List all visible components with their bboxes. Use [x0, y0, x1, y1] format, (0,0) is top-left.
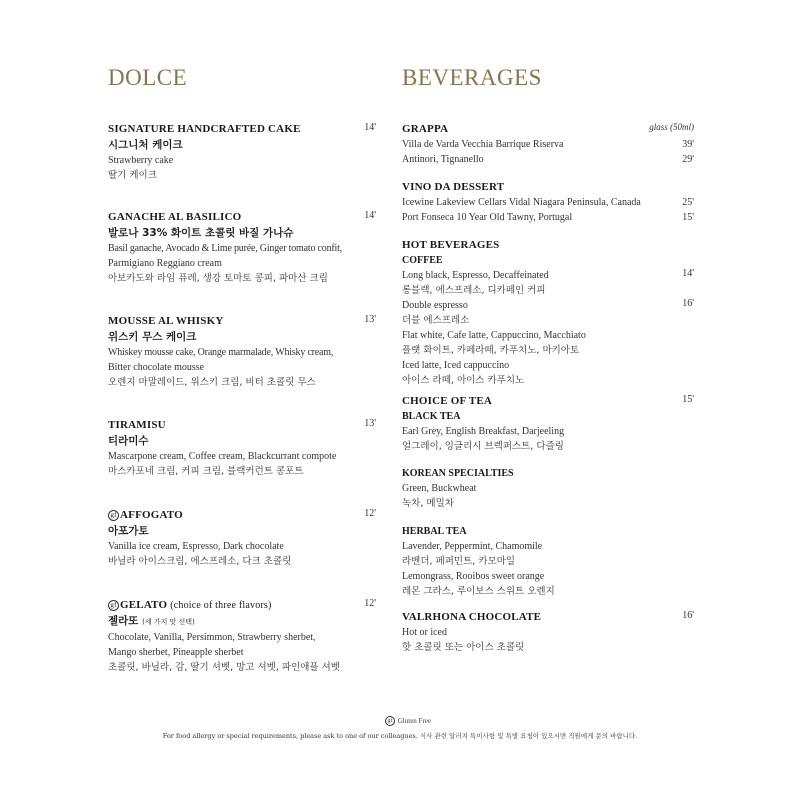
glass-size-label: glass (50ml) [649, 122, 694, 132]
row-label-kr: 아이스 라떼, 아이스 카푸치노 [402, 375, 525, 386]
vino-section [402, 180, 694, 225]
item-desc-kr: 딸기 케이크 [108, 170, 157, 181]
black-tea-subtitle: BLACK TEA [402, 411, 461, 422]
item-desc: Basil ganache, Avocado & Lime purée, Ginger tomato confit, [108, 243, 342, 254]
dolce-item-cake [108, 122, 376, 183]
dolce-item-ganache [108, 210, 376, 286]
item-name: GANACHE AL BASILICO [108, 211, 242, 223]
item-desc-kr: 마스카포네 크림, 커피 크림, 블랙커런트 콩포트 [108, 466, 304, 477]
item-name-kr-row [108, 613, 376, 630]
item-name: AFFOGATO [120, 509, 183, 521]
item-desc-kr: 바닐라 아이스크림, 에스프레소, 다크 초콜릿 [108, 556, 292, 567]
row-label: Long black, Espresso, Decaffeinated [402, 270, 549, 281]
row-label: Port Fonseca 10 Year Old Tawny, Portugal [402, 212, 573, 223]
herbal-tea-desc: Lavender, Peppermint, Chamomile [402, 541, 543, 552]
black-tea-desc-kr: 얼그레이, 잉글리시 브렉퍼스트, 다즐링 [402, 441, 564, 452]
korean-tea-desc: Green, Buckwheat [402, 483, 477, 494]
valrhona-section [402, 610, 694, 655]
item-price: 14' [364, 210, 376, 221]
row-label: Flat white, Cafe latte, Cappuccino, Macchiato [402, 330, 586, 341]
vino-row [402, 210, 694, 225]
item-name-kr-sub: (세 가지 맛 선택) [142, 618, 195, 626]
item-name-sub: (choice of three flavors) [170, 600, 272, 611]
row-price: 29' [682, 154, 694, 165]
herbal-tea-section [402, 524, 694, 599]
dolce-item-tiramisu [108, 418, 376, 479]
row-label: Antinori, Tignanello [402, 154, 484, 165]
item-desc: Mascarpone cream, Coffee cream, Blackcurrant compote [108, 451, 337, 462]
dolce-item-affogato [108, 508, 376, 569]
item-name: GELATO [120, 599, 168, 611]
korean-tea-subtitle: KOREAN SPECIALTIES [402, 468, 514, 479]
row-price: 16' [682, 298, 694, 309]
beverages-title: BEVERAGES [402, 65, 542, 90]
gluten-free-icon: gf [385, 716, 395, 726]
valrhona-title: VALRHONA CHOCOLATE [402, 611, 542, 623]
item-desc: Parmigiano Reggiano cream [108, 258, 222, 269]
tea-section [402, 394, 694, 454]
item-desc: Strawberry cake [108, 155, 174, 166]
item-name: SIGNATURE HANDCRAFTED CAKE [108, 123, 301, 135]
dolce-item-mousse [108, 314, 376, 390]
dolce-title: DOLCE [108, 65, 188, 90]
tea-price: 15' [682, 394, 694, 405]
gluten-free-legend [8, 716, 800, 726]
valrhona-desc-kr: 핫 초콜릿 또는 아이스 초콜릿 [402, 642, 525, 653]
item-desc-kr: 초콜릿, 바닐라, 감, 딸기 셔벳, 망고 셔벳, 파인애플 셔벳 [108, 662, 340, 673]
item-name-kr: 젤라또 [108, 615, 139, 627]
item-desc: Chocolate, Vanilla, Persimmon, Strawberry sherbet, [108, 632, 316, 643]
gluten-free-label: Gluten Free [397, 717, 431, 725]
tea-title: CHOICE OF TEA [402, 395, 493, 407]
item-name-kr: 시그니처 케이크 [108, 139, 183, 151]
item-desc-kr: 오렌지 마말레이드, 위스키 크림, 비터 초콜릿 무스 [108, 377, 316, 388]
coffee-row [402, 298, 694, 328]
korean-tea-desc-kr: 녹차, 메밀차 [402, 498, 454, 509]
grappa-section [402, 122, 694, 167]
row-label: Iced latte, Iced cappuccino [402, 360, 510, 371]
item-desc: Vanilla ice cream, Espresso, Dark chocolate [108, 541, 284, 552]
black-tea-desc: Earl Grey, English Breakfast, Darjeeling [402, 426, 565, 437]
herbal-tea-subtitle: HERBAL TEA [402, 526, 467, 537]
coffee-row [402, 358, 694, 388]
item-name-row [108, 508, 376, 523]
row-label-kr: 더블 에스프레소 [402, 315, 470, 326]
vino-title: VINO DA DESSERT [402, 181, 505, 193]
item-name-kr: 발로나 33% 화이트 초콜릿 바질 가나슈 [108, 227, 294, 239]
row-price: 39' [682, 139, 694, 150]
row-price: 25' [682, 197, 694, 208]
coffee-row [402, 328, 694, 358]
item-name-kr: 티라미수 [108, 435, 149, 447]
valrhona-price: 16' [682, 610, 694, 621]
item-name-row [108, 598, 376, 613]
item-name: TIRAMISU [108, 419, 166, 431]
coffee-row [402, 268, 694, 298]
item-name-kr: 아포가토 [108, 525, 149, 537]
gluten-free-icon: gf [108, 510, 119, 521]
grappa-title: GRAPPA [402, 123, 449, 135]
item-price: 14' [364, 122, 376, 133]
herbal-tea-desc: Lemongrass, Rooibos sweet orange [402, 571, 545, 582]
item-desc: Bitter chocolate mousse [108, 362, 205, 373]
item-price: 12' [364, 598, 376, 609]
korean-tea-section [402, 466, 694, 511]
item-desc-kr: 아보카도와 라임 퓨레, 생강 토마토 콩피, 파마산 크림 [108, 273, 328, 284]
herbal-tea-desc-kr: 라벤더, 페퍼민트, 카모마일 [402, 556, 516, 567]
row-label-kr: 플랫 화이트, 카페라떼, 카푸치노, 마키아토 [402, 345, 580, 356]
herbal-tea-desc-kr: 레몬 그라스, 루이보스 스위트 오렌지 [402, 586, 555, 597]
item-name-kr: 위스키 무스 케이크 [108, 331, 197, 343]
item-desc: Mango sherbet, Pineapple sherbet [108, 647, 244, 658]
hot-beverages-title: HOT BEVERAGES [402, 239, 500, 251]
grappa-row [402, 152, 694, 167]
row-price: 14' [682, 268, 694, 279]
item-price: 13' [364, 418, 376, 429]
vino-row [402, 195, 694, 210]
item-price: 13' [364, 314, 376, 325]
item-desc: Whiskey mousse cake, Orange marmalade, Whisky cream, [108, 347, 334, 358]
valrhona-desc: Hot or iced [402, 627, 447, 638]
row-label-kr: 롱블랙, 에스프레소, 디카페인 커피 [402, 285, 546, 296]
row-label: Icewine Lakeview Cellars Vidal Niagara Peninsula, Canada [402, 197, 641, 208]
row-label: Double espresso [402, 300, 468, 311]
item-name: MOUSSE AL WHISKY [108, 315, 224, 327]
item-price: 12' [364, 508, 376, 519]
gluten-free-icon: gf [108, 600, 119, 611]
grappa-row [402, 137, 694, 152]
hot-beverages-section [402, 238, 694, 388]
grappa-head [402, 122, 694, 137]
dolce-item-gelato [108, 598, 376, 675]
coffee-subtitle: COFFEE [402, 255, 443, 266]
allergy-note: For food allergy or special requirements, please ask to one of our colleagues. 식사 관련 알러지 특이사항 및 특별 요청이 있으시면 직원에게 문의 바랍니다. [162, 732, 638, 740]
row-price: 15' [682, 212, 694, 223]
row-label: Villa de Varda Vecchia Barrique Riserva [402, 139, 564, 150]
